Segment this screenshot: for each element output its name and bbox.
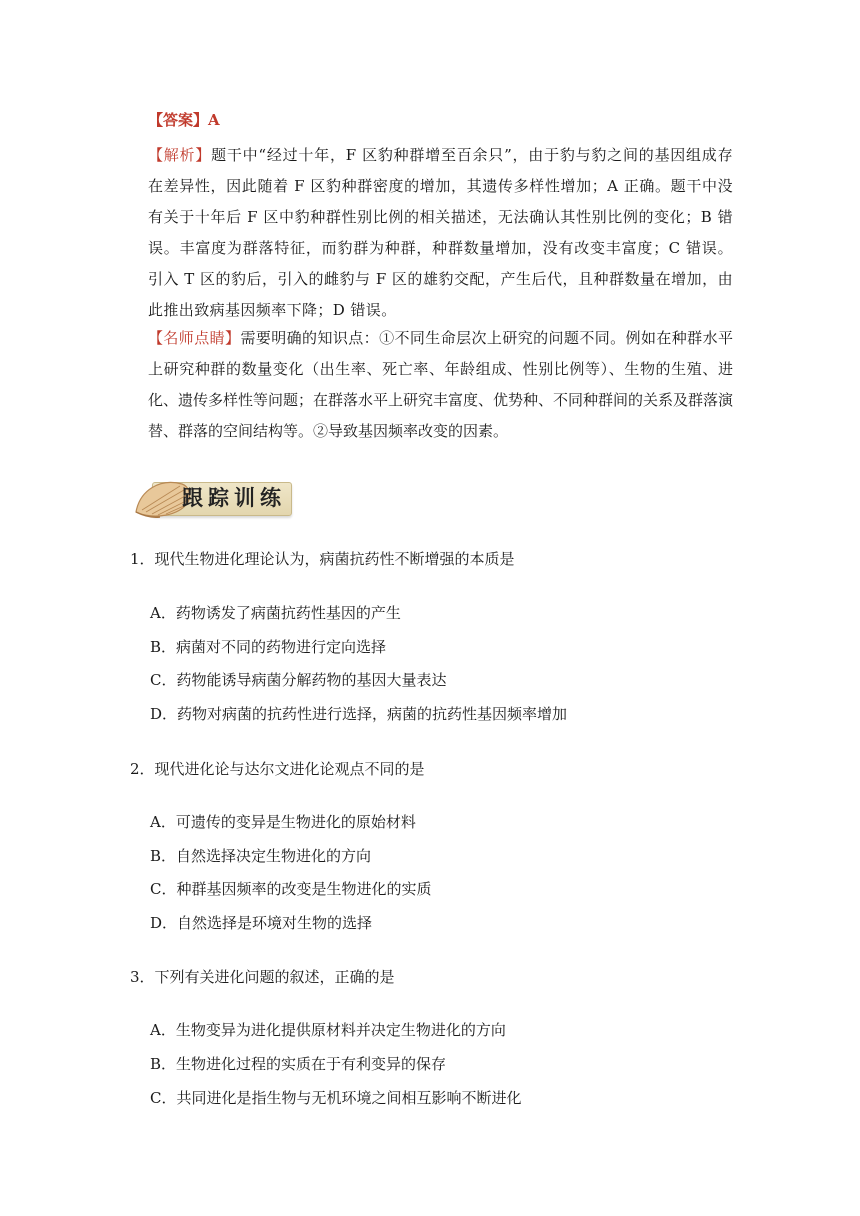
question-option: D．自然选择是环境对生物的选择 — [150, 914, 373, 932]
analysis-text: 题干中“经过十年，F 区豹种群增至百余只”，由于豹与豹之间的基因组成存在差异性，因此随着 F 区豹种群密度的增加，其遗传多样性增加；A 正确。题干中没有关于十年后 F 区中豹种群性别比例的相关描述，无法确认其性别比例的变化；B 错误。丰富度为群落特征，而豹群为种群，种群数量增加，没有改变丰富度；C 错误。引入 T 区的豹后，引入的雌豹与 F 区的雄豹交配，产生后代，且种群数量在增加，由此推出致病基因频率下降；D 错误。 — [148, 146, 733, 319]
tip-paragraph — [148, 323, 733, 447]
question-option: C．药物能诱导病菌分解药物的基因大量表达 — [150, 671, 447, 689]
question-stem: 2．现代进化论与达尔文进化论观点不同的是 — [130, 760, 425, 778]
question-option: C．种群基因频率的改变是生物进化的实质 — [150, 880, 432, 898]
analysis-label: 【解析】 — [148, 146, 212, 164]
tip-text: 需要明确的知识点：①不同生命层次上研究的问题不同。例如在种群水平上研究种群的数量变化（出生率、死亡率、年龄组成、性别比例等）、生物的生殖、进化、遗传多样性等问题；在群落水平上研究丰富度、优势种、不同种群间的关系及群落演替、群落的空间结构等。②导致基因频率改变的因素。 — [148, 329, 734, 440]
analysis-paragraph — [148, 140, 733, 326]
question-option: A．可遗传的变异是生物进化的原始材料 — [150, 813, 416, 831]
tip-label: 【名师点睛】 — [148, 329, 241, 347]
section-banner — [130, 472, 292, 520]
question-option: B．生物进化过程的实质在于有利变异的保存 — [150, 1055, 447, 1073]
question-option: B．病菌对不同的药物进行定向选择 — [150, 638, 387, 656]
answer-value: A — [208, 111, 220, 129]
question-option: A．生物变异为进化提供原材料并决定生物进化的方向 — [150, 1021, 506, 1039]
question-option: A．药物诱发了病菌抗药性基因的产生 — [150, 604, 401, 622]
question-stem: 3．下列有关进化问题的叙述，正确的是 — [130, 968, 395, 986]
question-option: D．药物对病菌的抗药性进行选择，病菌的抗药性基因频率增加 — [150, 705, 568, 723]
question-option: B．自然选择决定生物进化的方向 — [150, 847, 372, 865]
question-option: C．共同进化是指生物与无机环境之间相互影响不断进化 — [150, 1089, 522, 1107]
answer-label: 【答案】 — [148, 111, 209, 129]
section-title: 跟踪训练 — [182, 485, 286, 510]
question-stem: 1．现代生物进化理论认为，病菌抗药性不断增强的本质是 — [130, 550, 515, 568]
answer-line — [148, 105, 733, 136]
